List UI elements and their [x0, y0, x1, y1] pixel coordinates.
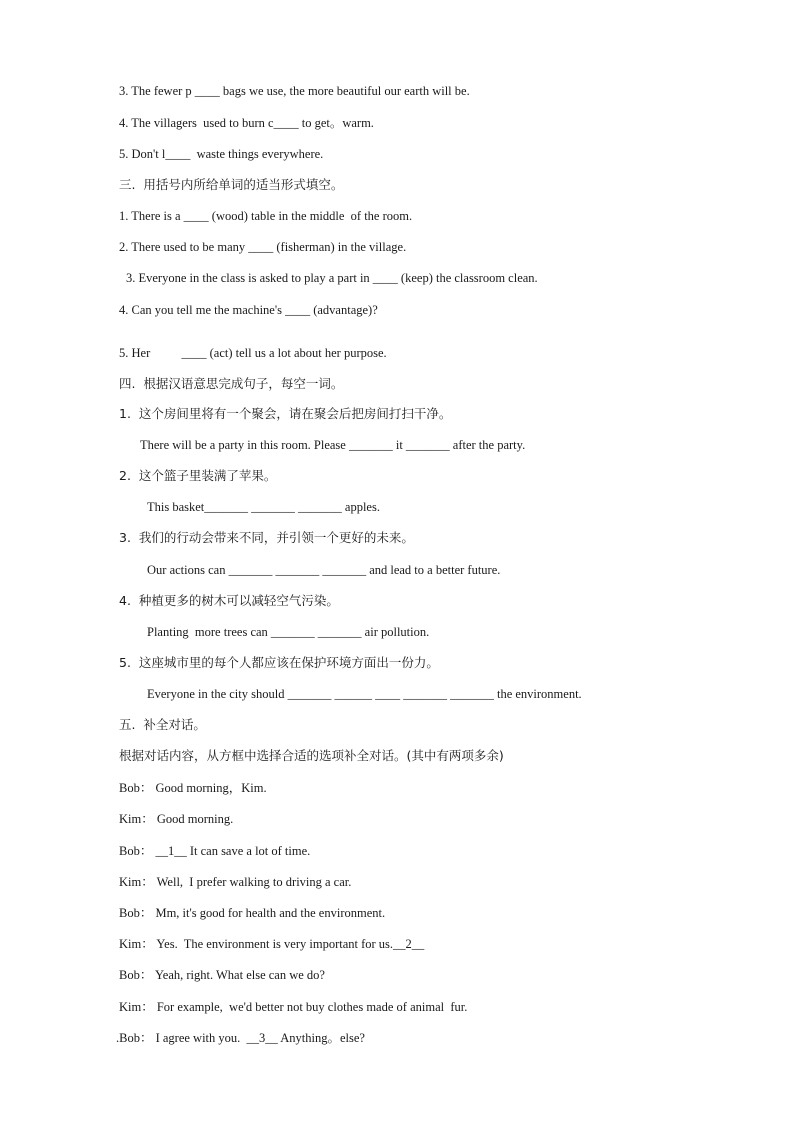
dialogue-line: Kim： Good morning. — [119, 812, 234, 826]
exercise-3-item-5: 5. Her ____ (act) tell us a lot about her purpose. — [119, 346, 387, 360]
exercise-4-item-5-chinese: 5. 这座城市里的每个人都应该在保护环境方面出一份力。 — [119, 655, 439, 670]
exercise-3-item-2: 2. There used to be many ____ (fisherman) in the village. — [119, 240, 407, 254]
section-5-heading: 五. 补全对话。 — [119, 717, 206, 732]
exercise-4-item-5-english: Everyone in the city should _______ ______ ____ _______ _______ the environment. — [147, 687, 582, 701]
exercise-3-item-1: 1. There is a ____ (wood) table in the middle of the room. — [119, 209, 413, 223]
dialogue-line: Kim： Yes. The environment is very important for us.__2__ — [119, 937, 425, 951]
exercise-4-item-3-chinese: 3. 我们的行动会带来不同，并引领一个更好的未来。 — [119, 530, 414, 545]
dialogue-line: Bob： Yeah, right. What else can we do? — [119, 968, 325, 982]
exercise-4-item-2-chinese: 2. 这个篮子里装满了苹果。 — [119, 468, 277, 483]
exercise-4-item-1-chinese: 1. 这个房间里将有一个聚会，请在聚会后把房间打扫干净。 — [119, 406, 452, 421]
dialogue-line: Kim： Well, I prefer walking to driving a car. — [119, 875, 352, 889]
exercise-4-item-2-english: This basket_______ _______ _______ apples. — [147, 500, 380, 514]
exercise-4-item-4-english: Planting more trees can _______ _______ air pollution. — [147, 625, 430, 639]
exercise-4-item-1-english: There will be a party in this room. Please _______ it _______ after the party. — [140, 438, 526, 452]
section-3-heading: 三. 用括号内所给单词的适当形式填空。 — [119, 177, 344, 192]
exercise-2-item-4: 4. The villagers used to burn c____ to get。warm. — [119, 116, 374, 130]
dialogue-line: Bob： __1__ It can save a lot of time. — [119, 844, 311, 858]
exercise-4-item-3-english: Our actions can _______ _______ _______ and lead to a better future. — [147, 563, 501, 577]
exercise-3-item-4: 4. Can you tell me the machine's ____ (advantage)? — [119, 303, 378, 317]
dialogue-line: Kim： For example, we'd better not buy clothes made of animal fur. — [119, 1000, 468, 1014]
dialogue-line: .Bob： I agree with you. __3__ Anything。else? — [116, 1031, 365, 1045]
dialogue-line: Bob： Good morning，Kim. — [119, 781, 267, 795]
section-4-heading: 四. 根据汉语意思完成句子，每空一词。 — [119, 376, 344, 391]
dialogue-line: Bob： Mm, it's good for health and the environment. — [119, 906, 386, 920]
exercise-2-item-3: 3. The fewer p ____ bags we use, the more beautiful our earth will be. — [119, 84, 470, 98]
exercise-4-item-4-chinese: 4. 种植更多的树木可以减轻空气污染。 — [119, 593, 339, 608]
exercise-3-item-3: 3. Everyone in the class is asked to play a part in ____ (keep) the classroom clean. — [126, 271, 538, 285]
exercise-2-item-5: 5. Don't l____ waste things everywhere. — [119, 147, 324, 161]
section-5-instruction: 根据对话内容，从方框中选择合适的选项补全对话。(其中有两项多余) — [119, 748, 504, 763]
